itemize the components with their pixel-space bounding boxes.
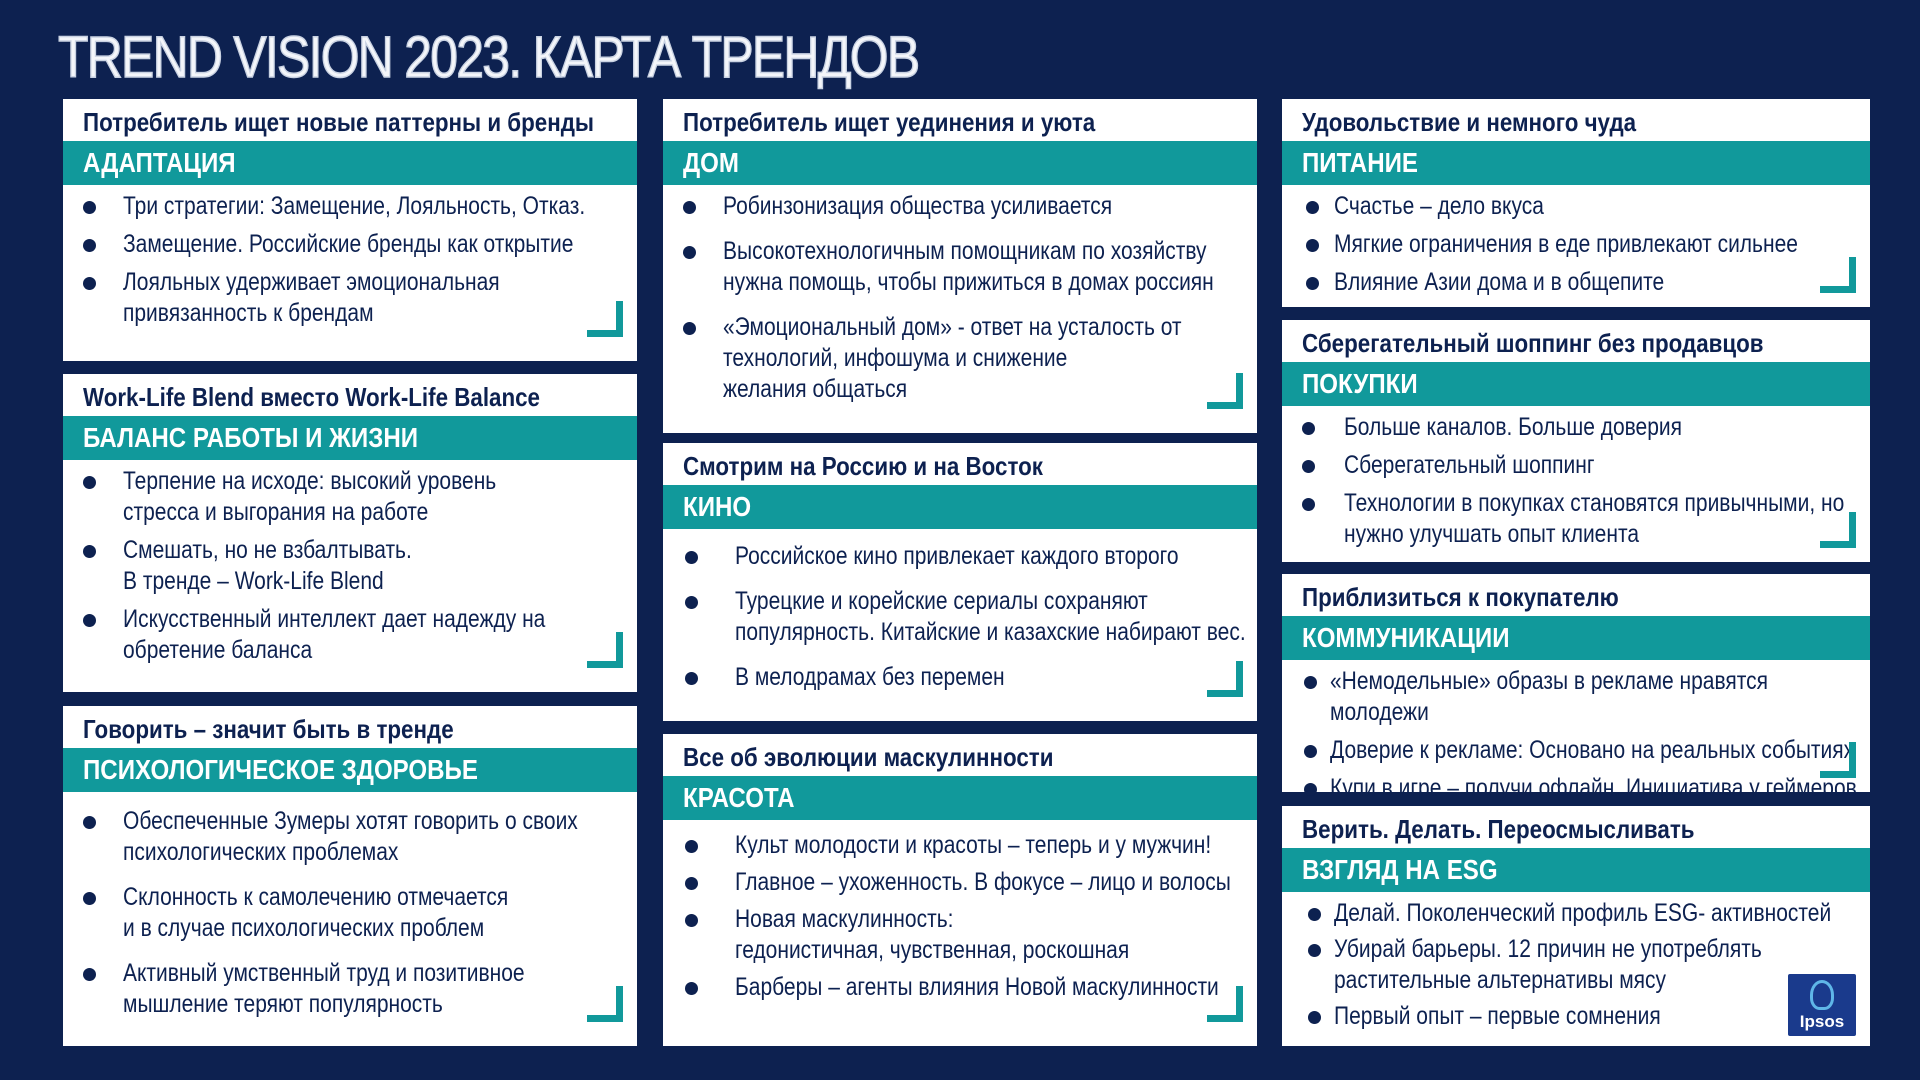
list-item: «Эмоциональный дом» - ответ на усталость от технологий, инфошума и снижение желания общаться xyxy=(663,312,1257,405)
card-heading: Work-Life Blend вместо Work-Life Balance xyxy=(83,382,540,412)
page-title: TREND VISION 2023. КАРТА ТРЕНДОВ xyxy=(58,25,919,90)
list-item: Новая маскулинность: гедонистичная, чувственная, роскошная xyxy=(663,904,1257,966)
bullet-icon xyxy=(83,545,96,558)
card-heading: Сберегательный шоппинг без продавцов xyxy=(1302,328,1764,358)
corner-bracket-icon xyxy=(1207,661,1243,697)
list-item: Активный умственный труд и позитивное мышление теряют популярность xyxy=(63,958,637,1020)
category-label: АДАПТАЦИЯ xyxy=(83,147,236,178)
trend-card-esg xyxy=(1282,806,1870,1046)
category-label: ВЗГЛЯД НА ESG xyxy=(1302,854,1498,885)
list-item: Терпение на исходе: высокий уровень стресса и выгорания на работе xyxy=(63,466,637,528)
list-item: Смешать, но не взбалтывать. В тренде – Work-Life Blend xyxy=(63,535,637,597)
category-label: ДОМ xyxy=(683,147,739,178)
list-item: Купи в игре – получи офлайн. Инициатива у геймеров xyxy=(1282,773,1870,804)
card-heading: Удовольствие и немного чуда xyxy=(1302,107,1637,137)
category-label: ПОКУПКИ xyxy=(1302,368,1418,399)
list-item: Больше каналов. Больше доверия xyxy=(1282,412,1870,443)
trend-card-home xyxy=(663,99,1257,433)
bullet-icon xyxy=(1304,676,1317,689)
corner-bracket-icon xyxy=(1207,986,1243,1022)
card-heading: Все об эволюции маскулинности xyxy=(683,742,1054,772)
bullet-icon xyxy=(83,816,96,829)
corner-bracket-icon xyxy=(587,632,623,668)
list-item: Лояльных удерживает эмоциональная привязанность к брендам xyxy=(63,267,637,329)
bullet-list xyxy=(63,191,637,336)
card-heading: Говорить – значит быть в тренде xyxy=(83,714,454,744)
corner-bracket-icon xyxy=(1820,742,1856,778)
list-item: Три стратегии: Замещение, Лояльность, Отказ. xyxy=(63,191,637,222)
bullet-list xyxy=(663,830,1257,1010)
trend-card-beauty xyxy=(663,734,1257,1046)
bullet-icon xyxy=(1306,239,1319,252)
list-item: Турецкие и корейские сериалы сохраняют популярность. Китайские и казахские набирают вес. xyxy=(663,586,1257,648)
bullet-icon xyxy=(1308,908,1321,921)
category-label: КРАСОТА xyxy=(683,782,795,813)
bullet-icon xyxy=(1302,498,1315,511)
bullet-icon xyxy=(685,551,698,564)
trend-card-cinema xyxy=(663,443,1257,721)
bullet-icon xyxy=(83,614,96,627)
list-item: Обеспеченные Зумеры хотят говорить о своих психологических проблемах xyxy=(63,806,637,868)
bullet-icon xyxy=(1302,422,1315,435)
bullet-icon xyxy=(683,322,696,335)
card-heading: Верить. Делать. Переосмысливать xyxy=(1302,814,1695,844)
category-label: КИНО xyxy=(683,491,752,522)
list-item: Замещение. Российские бренды как открытие xyxy=(63,229,637,260)
list-item: Доверие к рекламе: Основано на реальных событиях xyxy=(1282,735,1870,766)
corner-bracket-icon xyxy=(1820,257,1856,293)
bullet-icon xyxy=(1302,460,1315,473)
bullet-icon xyxy=(685,672,698,685)
bullet-icon xyxy=(1304,783,1317,796)
trend-card-food xyxy=(1282,99,1870,307)
list-item: Мягкие ограничения в еде привлекают сильнее xyxy=(1282,229,1870,260)
bullet-icon xyxy=(1306,277,1319,290)
category-band xyxy=(1282,362,1870,406)
bullet-list xyxy=(663,191,1257,412)
list-item: Барберы – агенты влияния Новой маскулинности xyxy=(663,972,1257,1003)
bullet-icon xyxy=(83,892,96,905)
bullet-icon xyxy=(683,246,696,259)
list-item: Делай. Поколенческий профиль ESG- активностей xyxy=(1282,898,1870,929)
category-label: БАЛАНС РАБОТЫ И ЖИЗНИ xyxy=(83,422,419,453)
card-heading: Потребитель ищет новые паттерны и бренды xyxy=(83,107,595,137)
list-item: Главное – ухоженность. В фокусе – лицо и волосы xyxy=(663,867,1257,898)
bullet-icon xyxy=(83,277,96,290)
category-band xyxy=(1282,616,1870,660)
bullet-icon xyxy=(685,840,698,853)
corner-bracket-icon xyxy=(587,301,623,337)
bullet-list xyxy=(1282,412,1870,557)
card-heading: Потребитель ищет уединения и уюта xyxy=(683,107,1096,137)
list-item: Робинзонизация общества усиливается xyxy=(663,191,1257,222)
category-band xyxy=(1282,848,1870,892)
corner-bracket-icon xyxy=(587,986,623,1022)
category-label: ПСИХОЛОГИЧЕСКОЕ ЗДОРОВЬЕ xyxy=(83,754,478,785)
category-label: КОММУНИКАЦИИ xyxy=(1302,622,1510,653)
bullet-icon xyxy=(83,476,96,489)
bullet-list xyxy=(1282,666,1870,811)
bullet-icon xyxy=(685,982,698,995)
trend-card-shopping xyxy=(1282,320,1870,562)
category-band xyxy=(63,141,637,185)
category-band xyxy=(663,141,1257,185)
category-band xyxy=(663,776,1257,820)
card-heading: Приблизиться к покупателю xyxy=(1302,582,1619,612)
bullet-icon xyxy=(1308,944,1321,957)
bullet-icon xyxy=(1304,745,1317,758)
trend-card-adaptation xyxy=(63,99,637,361)
bullet-icon xyxy=(685,596,698,609)
ipsos-head-icon xyxy=(1810,980,1834,1010)
category-band xyxy=(63,416,637,460)
category-band xyxy=(1282,141,1870,185)
bullet-icon xyxy=(83,239,96,252)
card-heading: Смотрим на Россию и на Восток xyxy=(683,451,1043,481)
bullet-icon xyxy=(685,877,698,890)
ipsos-logo xyxy=(1788,974,1856,1036)
logo-text: Ipsos xyxy=(1799,1012,1845,1031)
corner-bracket-icon xyxy=(1820,512,1856,548)
trend-card-work-life xyxy=(63,374,637,692)
list-item: Технологии в покупках становятся привычными, но нужно улучшать опыт клиента xyxy=(1282,488,1870,550)
list-item: Склонность к самолечению отмечается и в случае психологических проблем xyxy=(63,882,637,944)
bullet-icon xyxy=(1306,201,1319,214)
list-item: «Немодельные» образы в рекламе нравятся молодежи xyxy=(1282,666,1870,728)
category-label: ПИТАНИЕ xyxy=(1302,147,1418,178)
bullet-icon xyxy=(1308,1011,1321,1024)
list-item: Сберегательный шоппинг xyxy=(1282,450,1870,481)
list-item: В мелодрамах без перемен xyxy=(663,662,1257,693)
bullet-icon xyxy=(685,914,698,927)
list-item: Убирай барьеры. 12 причин не употреблять растительные альтернативы мясу xyxy=(1282,934,1870,996)
list-item: Первый опыт – первые сомнения xyxy=(1282,1001,1870,1032)
category-band xyxy=(663,485,1257,529)
bullet-list xyxy=(1282,898,1870,1039)
bullet-list xyxy=(663,541,1257,700)
list-item: Высокотехнологичным помощникам по хозяйству нужна помощь, чтобы прижиться в домах россиян xyxy=(663,236,1257,298)
bullet-icon xyxy=(683,201,696,214)
list-item: Счастье – дело вкуса xyxy=(1282,191,1870,222)
list-item: Искусственный интеллект дает надежду на обретение баланса xyxy=(63,604,637,666)
list-item: Влияние Азии дома и в общепите xyxy=(1282,267,1870,298)
bullet-list xyxy=(1282,191,1870,305)
bullet-list xyxy=(63,466,637,673)
corner-bracket-icon xyxy=(1207,373,1243,409)
bullet-icon xyxy=(83,201,96,214)
list-item: Культ молодости и красоты – теперь и у мужчин! xyxy=(663,830,1257,861)
trend-card-mental-health xyxy=(63,706,637,1046)
category-band xyxy=(63,748,637,792)
bullet-icon xyxy=(83,968,96,981)
list-item: Российское кино привлекает каждого второго xyxy=(663,541,1257,572)
trend-card-communications xyxy=(1282,574,1870,802)
bullet-list xyxy=(63,806,637,1027)
